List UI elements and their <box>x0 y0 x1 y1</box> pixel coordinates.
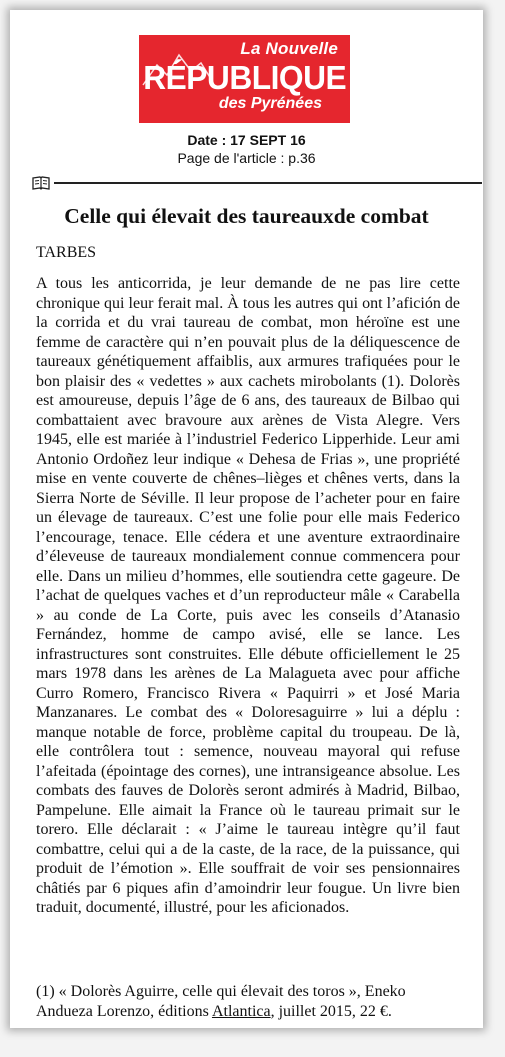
article-page: Page de l'article : p.36 <box>177 150 316 166</box>
newspaper-logo <box>139 35 350 123</box>
article-body: A tous les anticorrida, je leur demande de ne pas lire cette chronique qui leur ferait mal. À tous les autres qui ont l’afición de la corrida et du vrai taureau de combat, mon héroïne est une femme de caractère qui n’en pouvait plus de la déliquescence de taureaux génétiquement affaiblis, aux armures trafiquées pour le bon plaisir des « vedettes » aux cachets mirobolants (1). Dolorès est amoureuse, depuis l’âge de 6 ans, des taureaux de Bilbao qui combattaient avec bravoure aux arènes de Vista Alegre. Vers 1945, elle est mariée à l’industriel Federico Lipperhide. Leur ami Antonio Ordoñez leur indique « Dehesa de Frias », une propriété mise en vente couverte de chênes–lièges et chênes verts, dans la Sierra Norte de Séville. Il leur propose de l’acheter pour en faire un élevage de taureaux. C’est une folie pour elle mais Federico l’encourage, tenace. Elle cédera et une aventure extraordinaire d’éleveuse de taureaux mondialement connue commencera pour elle. Dans un milieu d’hommes, elle soutiendra cette gageure. De l’achat de quelques vaches et d’un reproducteur mâle « Carabella » au conde de La Corte, puis avec les conseils d’Atanasio Fernández, homme de campo avisé, elle se lance. Les infrastructures sont construites. Elle débute officiellement le 25 mars 1978 dans les arènes de La Malagueta avec pour affiche Curro Romero, Francisco Rivera « Paquirri » et José Maria Manzanares. Le combat des « Doloresaguirre » lui a déplu : manque notable de force, problème capital du troupeau. De là, elle contrôlera tout : semence, nouveau mayoral qui refuse l’afeitada (épointage des cornes), une intransigeance absolue. Les combats des fauves de Dolorès seront admirés à Madrid, Bilbao, Pampelune. Elle aimait la France où le taureau primait sur le torero. Elle déclarait : « J’aime le taureau intègre qu’il faut combattre, celui qui a de la caste, de la race, de la puissance, qui produit de l’émotion ». Elle souffrait de voir ses pensionnaires châtiés par 6 piques afin d’amoindrir leur fougue. Un livre bien traduit, documenté, illustré, pour les aficionados. <box>36 275 460 916</box>
article-title: Celle qui élevait des taureauxde combat <box>64 204 429 228</box>
book-icon <box>32 176 50 190</box>
logo-line-3: des Pyrénées <box>218 95 322 112</box>
footnote-publisher-link[interactable]: Atlantica <box>211 1002 271 1020</box>
document-page <box>10 10 483 1028</box>
footnote-text: (1) « Dolorès Aguirre, celle qui élevait des toros », Eneko Andueza Lorenzo, éditions <box>36 983 406 1020</box>
logo-line-1: La Nouvelle <box>240 39 338 58</box>
header-divider <box>54 182 482 184</box>
article-place: TARBES <box>36 244 97 261</box>
footnote-end: , juillet 2015, 22 €. <box>270 1002 392 1020</box>
logo-line-2: RÉPUBLIQUE <box>143 59 347 96</box>
article-date: Date : 17 SEPT 16 <box>187 132 306 148</box>
article-footnote <box>36 982 460 1021</box>
